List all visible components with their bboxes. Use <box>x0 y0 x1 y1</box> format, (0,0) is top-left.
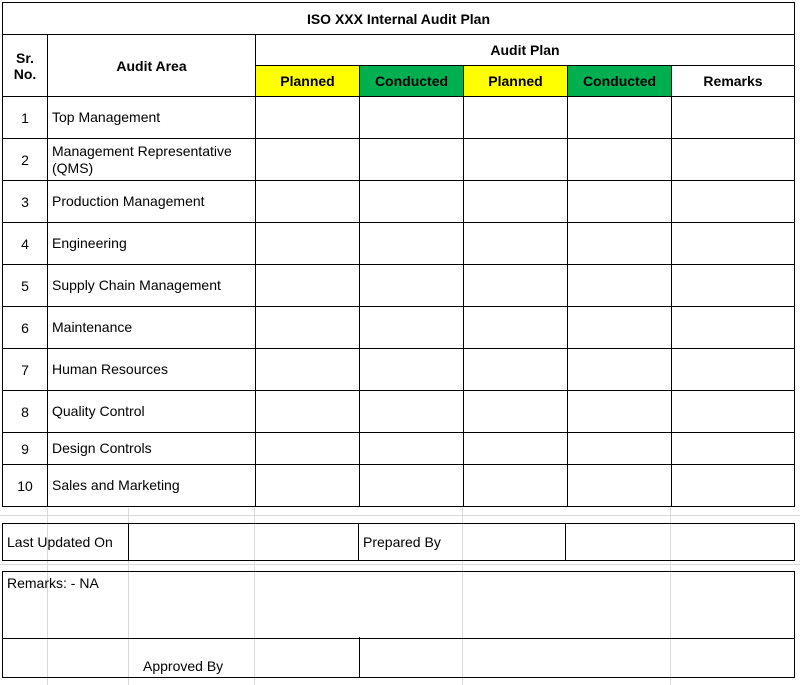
row-number: 10 <box>3 465 48 507</box>
row-number: 8 <box>3 391 48 433</box>
approved-by-label: Approved By <box>143 658 224 674</box>
conducted-cell[interactable] <box>360 181 464 223</box>
conducted-cell[interactable] <box>360 97 464 139</box>
table-row <box>3 181 795 223</box>
planned-cell[interactable] <box>256 349 360 391</box>
conducted-cell[interactable] <box>568 391 672 433</box>
remarks-cell[interactable] <box>672 465 795 507</box>
approved-divider <box>359 637 360 677</box>
page-title: ISO XXX Internal Audit Plan <box>3 3 795 35</box>
column-remarks: Remarks <box>672 66 795 97</box>
row-number: 6 <box>3 307 48 349</box>
planned-cell[interactable] <box>256 97 360 139</box>
row-number: 1 <box>3 97 48 139</box>
last-updated-field[interactable] <box>129 524 359 561</box>
gridline <box>0 515 800 516</box>
header-audit-plan: Audit Plan <box>256 35 795 66</box>
header-sr-no-label: Sr. No. <box>13 49 37 82</box>
planned-cell[interactable] <box>464 181 568 223</box>
remarks-text: Remarks: - NA <box>7 575 99 591</box>
column-conducted-1: Conducted <box>360 66 464 97</box>
conducted-cell[interactable] <box>568 181 672 223</box>
conducted-cell[interactable] <box>360 349 464 391</box>
remarks-cell[interactable] <box>672 139 795 181</box>
last-updated-label: Last Updated On <box>3 524 129 561</box>
row-audit-area: Engineering <box>48 223 256 265</box>
planned-cell[interactable] <box>464 391 568 433</box>
header-audit-area: Audit Area <box>48 35 256 97</box>
planned-cell[interactable] <box>464 465 568 507</box>
conducted-cell[interactable] <box>568 349 672 391</box>
conducted-cell[interactable] <box>568 307 672 349</box>
remarks-box[interactable] <box>2 571 795 639</box>
table-row <box>3 97 795 139</box>
table-row <box>3 223 795 265</box>
conducted-cell[interactable] <box>360 139 464 181</box>
header-sr-no <box>3 35 48 97</box>
planned-cell[interactable] <box>464 223 568 265</box>
row-audit-area: Supply Chain Management <box>48 265 256 307</box>
conducted-cell[interactable] <box>568 223 672 265</box>
planned-cell[interactable] <box>464 349 568 391</box>
row-number: 2 <box>3 139 48 181</box>
conducted-cell[interactable] <box>568 465 672 507</box>
row-audit-area: Maintenance <box>48 307 256 349</box>
remarks-cell[interactable] <box>672 181 795 223</box>
planned-cell[interactable] <box>256 465 360 507</box>
remarks-cell[interactable] <box>672 433 795 465</box>
remarks-cell[interactable] <box>672 97 795 139</box>
row-number: 7 <box>3 349 48 391</box>
table-row <box>3 265 795 307</box>
remarks-cell[interactable] <box>672 349 795 391</box>
conducted-cell[interactable] <box>360 465 464 507</box>
audit-plan-table <box>2 2 795 507</box>
planned-cell[interactable] <box>256 307 360 349</box>
conducted-cell[interactable] <box>360 223 464 265</box>
row-audit-area: Production Management <box>48 181 256 223</box>
remarks-cell[interactable] <box>672 391 795 433</box>
row-audit-area: Design Controls <box>48 433 256 465</box>
prepared-by-label: Prepared By <box>359 524 566 561</box>
table-row <box>3 433 795 465</box>
planned-cell[interactable] <box>464 307 568 349</box>
planned-cell[interactable] <box>256 139 360 181</box>
planned-cell[interactable] <box>464 97 568 139</box>
table-row <box>3 391 795 433</box>
conducted-cell[interactable] <box>360 391 464 433</box>
gridline <box>0 564 800 565</box>
row-number: 9 <box>3 433 48 465</box>
row-number: 3 <box>3 181 48 223</box>
table-row <box>3 349 795 391</box>
conducted-cell[interactable] <box>360 433 464 465</box>
planned-cell[interactable] <box>256 223 360 265</box>
column-conducted-2: Conducted <box>568 66 672 97</box>
row-audit-area: Sales and Marketing <box>48 465 256 507</box>
column-planned-2: Planned <box>464 66 568 97</box>
planned-cell[interactable] <box>464 433 568 465</box>
row-audit-area: Quality Control <box>48 391 256 433</box>
column-planned-1: Planned <box>256 66 360 97</box>
approved-by-section <box>2 637 795 678</box>
prepared-by-field[interactable] <box>566 524 795 561</box>
planned-cell[interactable] <box>256 433 360 465</box>
conducted-cell[interactable] <box>360 307 464 349</box>
conducted-cell[interactable] <box>568 139 672 181</box>
row-number: 5 <box>3 265 48 307</box>
remarks-cell[interactable] <box>672 265 795 307</box>
remarks-cell[interactable] <box>672 223 795 265</box>
conducted-cell[interactable] <box>568 433 672 465</box>
signoff-table <box>2 523 795 561</box>
row-audit-area: Top Management <box>48 97 256 139</box>
table-row <box>3 465 795 507</box>
conducted-cell[interactable] <box>360 265 464 307</box>
planned-cell[interactable] <box>256 391 360 433</box>
conducted-cell[interactable] <box>568 265 672 307</box>
conducted-cell[interactable] <box>568 97 672 139</box>
table-row <box>3 307 795 349</box>
planned-cell[interactable] <box>464 265 568 307</box>
planned-cell[interactable] <box>256 181 360 223</box>
planned-cell[interactable] <box>256 265 360 307</box>
row-number: 4 <box>3 223 48 265</box>
remarks-cell[interactable] <box>672 307 795 349</box>
table-row <box>3 139 795 181</box>
row-audit-area: Human Resources <box>48 349 256 391</box>
planned-cell[interactable] <box>464 139 568 181</box>
row-audit-area: Management Representative (QMS) <box>48 139 256 181</box>
